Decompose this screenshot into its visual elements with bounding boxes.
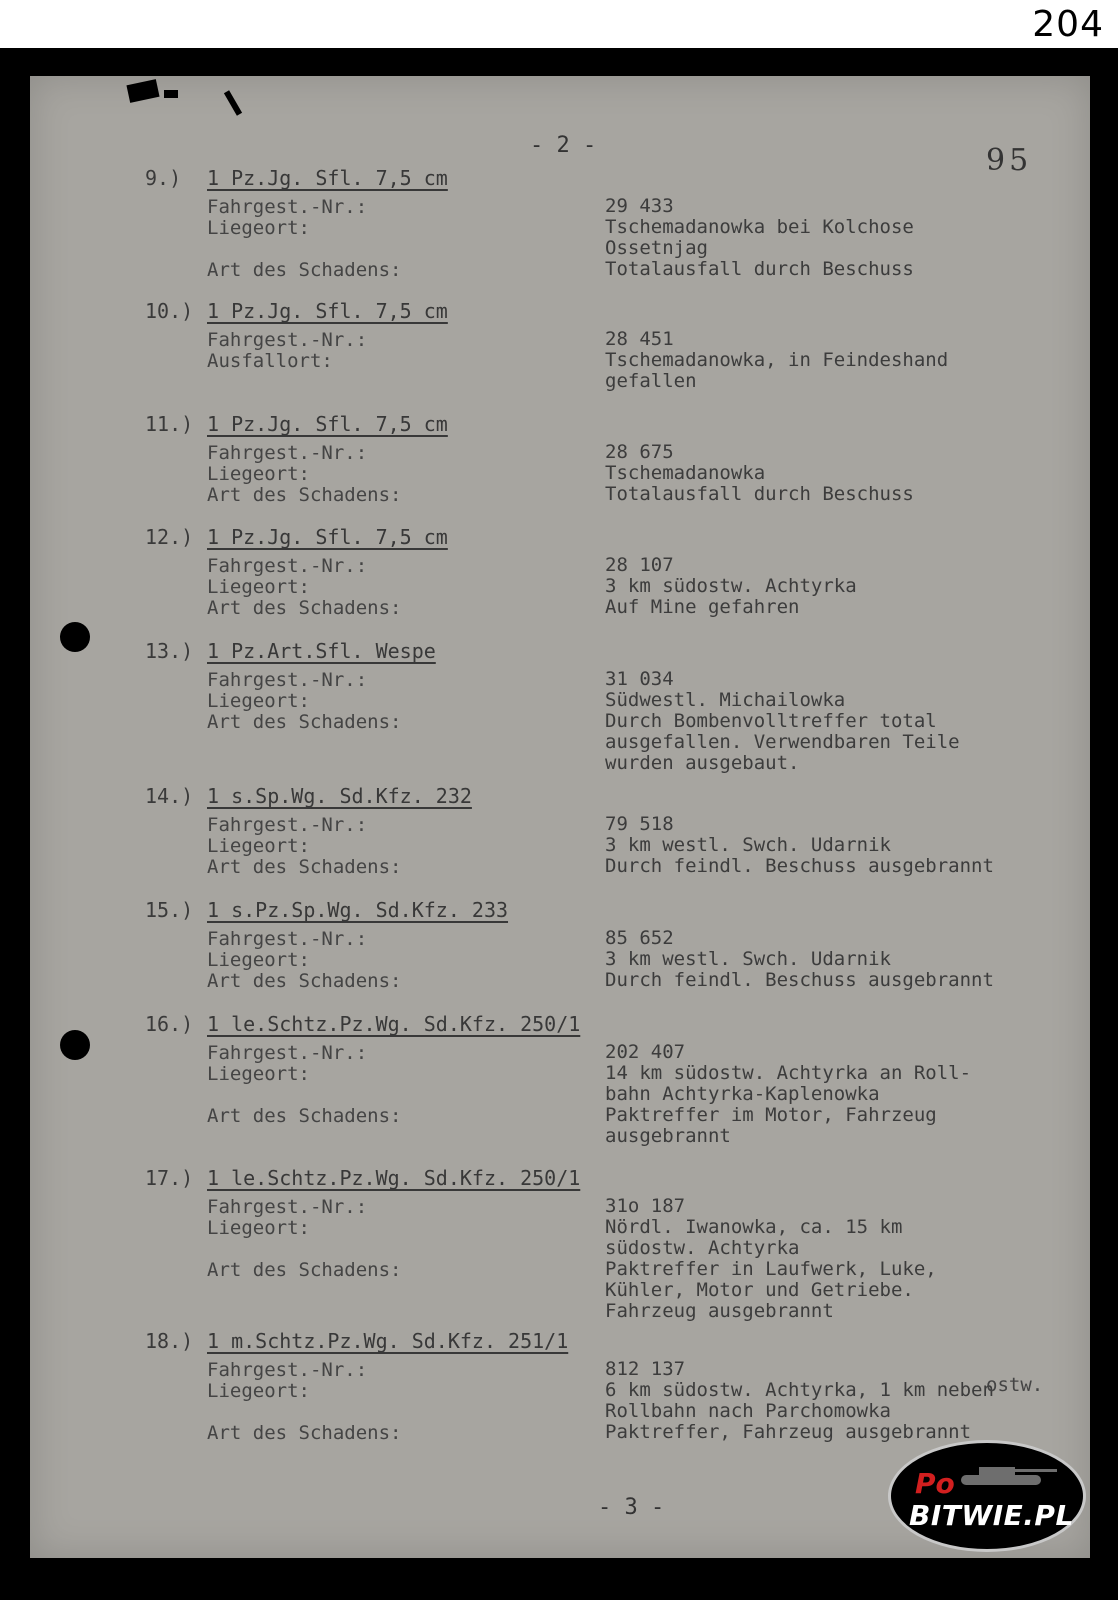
- entry-number: 15.): [145, 898, 194, 922]
- field-value: 29 433: [605, 195, 674, 217]
- page-marker-top: - 2 -: [530, 133, 597, 158]
- field-value: 85 652: [605, 927, 674, 949]
- field-value: Paktreffer im Motor, Fahrzeug ausgebrannt: [605, 1104, 937, 1147]
- field-value: Totalausfall durch Beschuss: [605, 483, 914, 505]
- ink-mark: [224, 90, 242, 116]
- field-value: 79 518: [605, 813, 674, 835]
- field-label: Ausfallort:: [207, 350, 333, 372]
- field-value: Nördl. Iwanowka, ca. 15 km südostw. Achtyrka: [605, 1216, 903, 1259]
- field-label: Fahrgest.-Nr.:: [207, 196, 368, 218]
- field-label: Art des Schadens:: [207, 484, 402, 506]
- field-label: Fahrgest.-Nr.:: [207, 928, 368, 950]
- vehicle-title: 1 Pz.Jg. Sfl. 7,5 cm: [207, 412, 448, 436]
- field-label: Fahrgest.-Nr.:: [207, 669, 368, 691]
- field-value: 6 km südostw. Achtyrka, 1 km neben Rollbahn nach Parchomowka: [605, 1379, 994, 1422]
- logo-bottom-text: BITWIE.PL: [909, 1499, 1074, 1532]
- field-value: 31o 187: [605, 1195, 686, 1217]
- field-label: Liegeort:: [207, 576, 310, 598]
- field-label: Liegeort:: [207, 1063, 310, 1085]
- field-label: Fahrgest.-Nr.:: [207, 814, 368, 836]
- vehicle-title: 1 m.Schtz.Pz.Wg. Sd.Kfz. 251/1: [207, 1329, 569, 1353]
- field-value: 3 km westl. Swch. Udarnik: [605, 834, 891, 856]
- entry-number: 9.): [145, 166, 182, 190]
- field-value: Auf Mine gefahren: [605, 596, 800, 618]
- entry-number: 13.): [145, 639, 194, 663]
- vehicle-title: 1 le.Schtz.Pz.Wg. Sd.Kfz. 250/1: [207, 1012, 581, 1036]
- entry-number: 10.): [145, 299, 194, 323]
- field-value: 14 km südostw. Achtyrka an Roll- bahn Achtyrka-Kaplenowka: [605, 1062, 972, 1105]
- field-label: Liegeort:: [207, 835, 310, 857]
- punch-hole: [60, 1030, 90, 1060]
- field-value: Durch feindl. Beschuss ausgebrannt: [605, 855, 994, 877]
- field-value: 28 107: [605, 554, 674, 576]
- vehicle-title: 1 s.Sp.Wg. Sd.Kfz. 232: [207, 784, 472, 808]
- field-label: Liegeort:: [207, 1217, 310, 1239]
- field-label: Fahrgest.-Nr.:: [207, 1042, 368, 1064]
- field-label: Fahrgest.-Nr.:: [207, 1196, 368, 1218]
- entry-number: 12.): [145, 525, 194, 549]
- field-value: Durch feindl. Beschuss ausgebrannt: [605, 969, 994, 991]
- entry-number: 17.): [145, 1166, 194, 1190]
- field-label: Art des Schadens:: [207, 259, 402, 281]
- vehicle-title: 1 Pz.Jg. Sfl. 7,5 cm: [207, 166, 448, 190]
- field-label: Liegeort:: [207, 217, 310, 239]
- field-label: Art des Schadens:: [207, 1422, 402, 1444]
- logo-top-text: Po: [915, 1467, 955, 1500]
- field-label: Fahrgest.-Nr.:: [207, 329, 368, 351]
- field-value: 31 034: [605, 668, 674, 690]
- field-value: 202 407: [605, 1041, 686, 1063]
- field-label: Liegeort:: [207, 690, 310, 712]
- field-label: Art des Schadens:: [207, 970, 402, 992]
- torn-corner-mark: [126, 79, 159, 103]
- vehicle-title: 1 Pz.Art.Sfl. Wespe: [207, 639, 436, 663]
- field-value: Tschemadanowka bei Kolchose Ossetnjag: [605, 216, 914, 259]
- field-label: Art des Schadens:: [207, 1105, 402, 1127]
- torn-corner-mark: [164, 90, 178, 98]
- vehicle-title: 1 Pz.Jg. Sfl. 7,5 cm: [207, 299, 448, 323]
- punch-hole: [60, 622, 90, 652]
- field-value: Südwestl. Michailowka: [605, 689, 846, 711]
- entry-number: 14.): [145, 784, 194, 808]
- field-value: 3 km westl. Swch. Udarnik: [605, 948, 891, 970]
- field-value: Tschemadanowka: [605, 462, 766, 484]
- field-label: Fahrgest.-Nr.:: [207, 1359, 368, 1381]
- page-number: 204: [1032, 4, 1104, 45]
- field-value: Paktreffer in Laufwerk, Luke, Kühler, Motor und Getriebe. Fahrzeug ausgebrannt: [605, 1258, 937, 1322]
- pobitwie-logo: [888, 1440, 1086, 1552]
- field-value: 3 km südostw. Achtyrka: [605, 575, 857, 597]
- vehicle-title: 1 Pz.Jg. Sfl. 7,5 cm: [207, 525, 448, 549]
- field-value: Tschemadanowka, in Feindeshand gefallen: [605, 349, 949, 392]
- vehicle-title: 1 s.Pz.Sp.Wg. Sd.Kfz. 233: [207, 898, 509, 922]
- page-marker-bottom: - 3 -: [598, 1495, 665, 1520]
- entry-number: 18.): [145, 1329, 194, 1353]
- entry-number: 16.): [145, 1012, 194, 1036]
- field-label: Art des Schadens:: [207, 856, 402, 878]
- field-label: Art des Schadens:: [207, 1259, 402, 1281]
- field-value: 28 675: [605, 441, 674, 463]
- field-value: Paktreffer, Fahrzeug ausgebrannt: [605, 1421, 972, 1443]
- field-value: 28 451: [605, 328, 674, 350]
- field-value: Totalausfall durch Beschuss: [605, 258, 914, 280]
- field-label: Liegeort:: [207, 1380, 310, 1402]
- field-value: Durch Bombenvolltreffer total ausgefallen. Verwendbaren Teile wurden ausgebaut.: [605, 710, 960, 774]
- tank-icon: [951, 1461, 1061, 1489]
- archive-number: 95: [986, 143, 1033, 178]
- field-label: Liegeort:: [207, 463, 310, 485]
- field-label: Fahrgest.-Nr.:: [207, 442, 368, 464]
- field-label: Liegeort:: [207, 949, 310, 971]
- field-label: Art des Schadens:: [207, 597, 402, 619]
- stray-typed-text: ostw.: [986, 1374, 1044, 1396]
- field-value: 812 137: [605, 1358, 686, 1380]
- field-label: Art des Schadens:: [207, 711, 402, 733]
- field-label: Fahrgest.-Nr.:: [207, 555, 368, 577]
- vehicle-title: 1 le.Schtz.Pz.Wg. Sd.Kfz. 250/1: [207, 1166, 581, 1190]
- entry-number: 11.): [145, 412, 194, 436]
